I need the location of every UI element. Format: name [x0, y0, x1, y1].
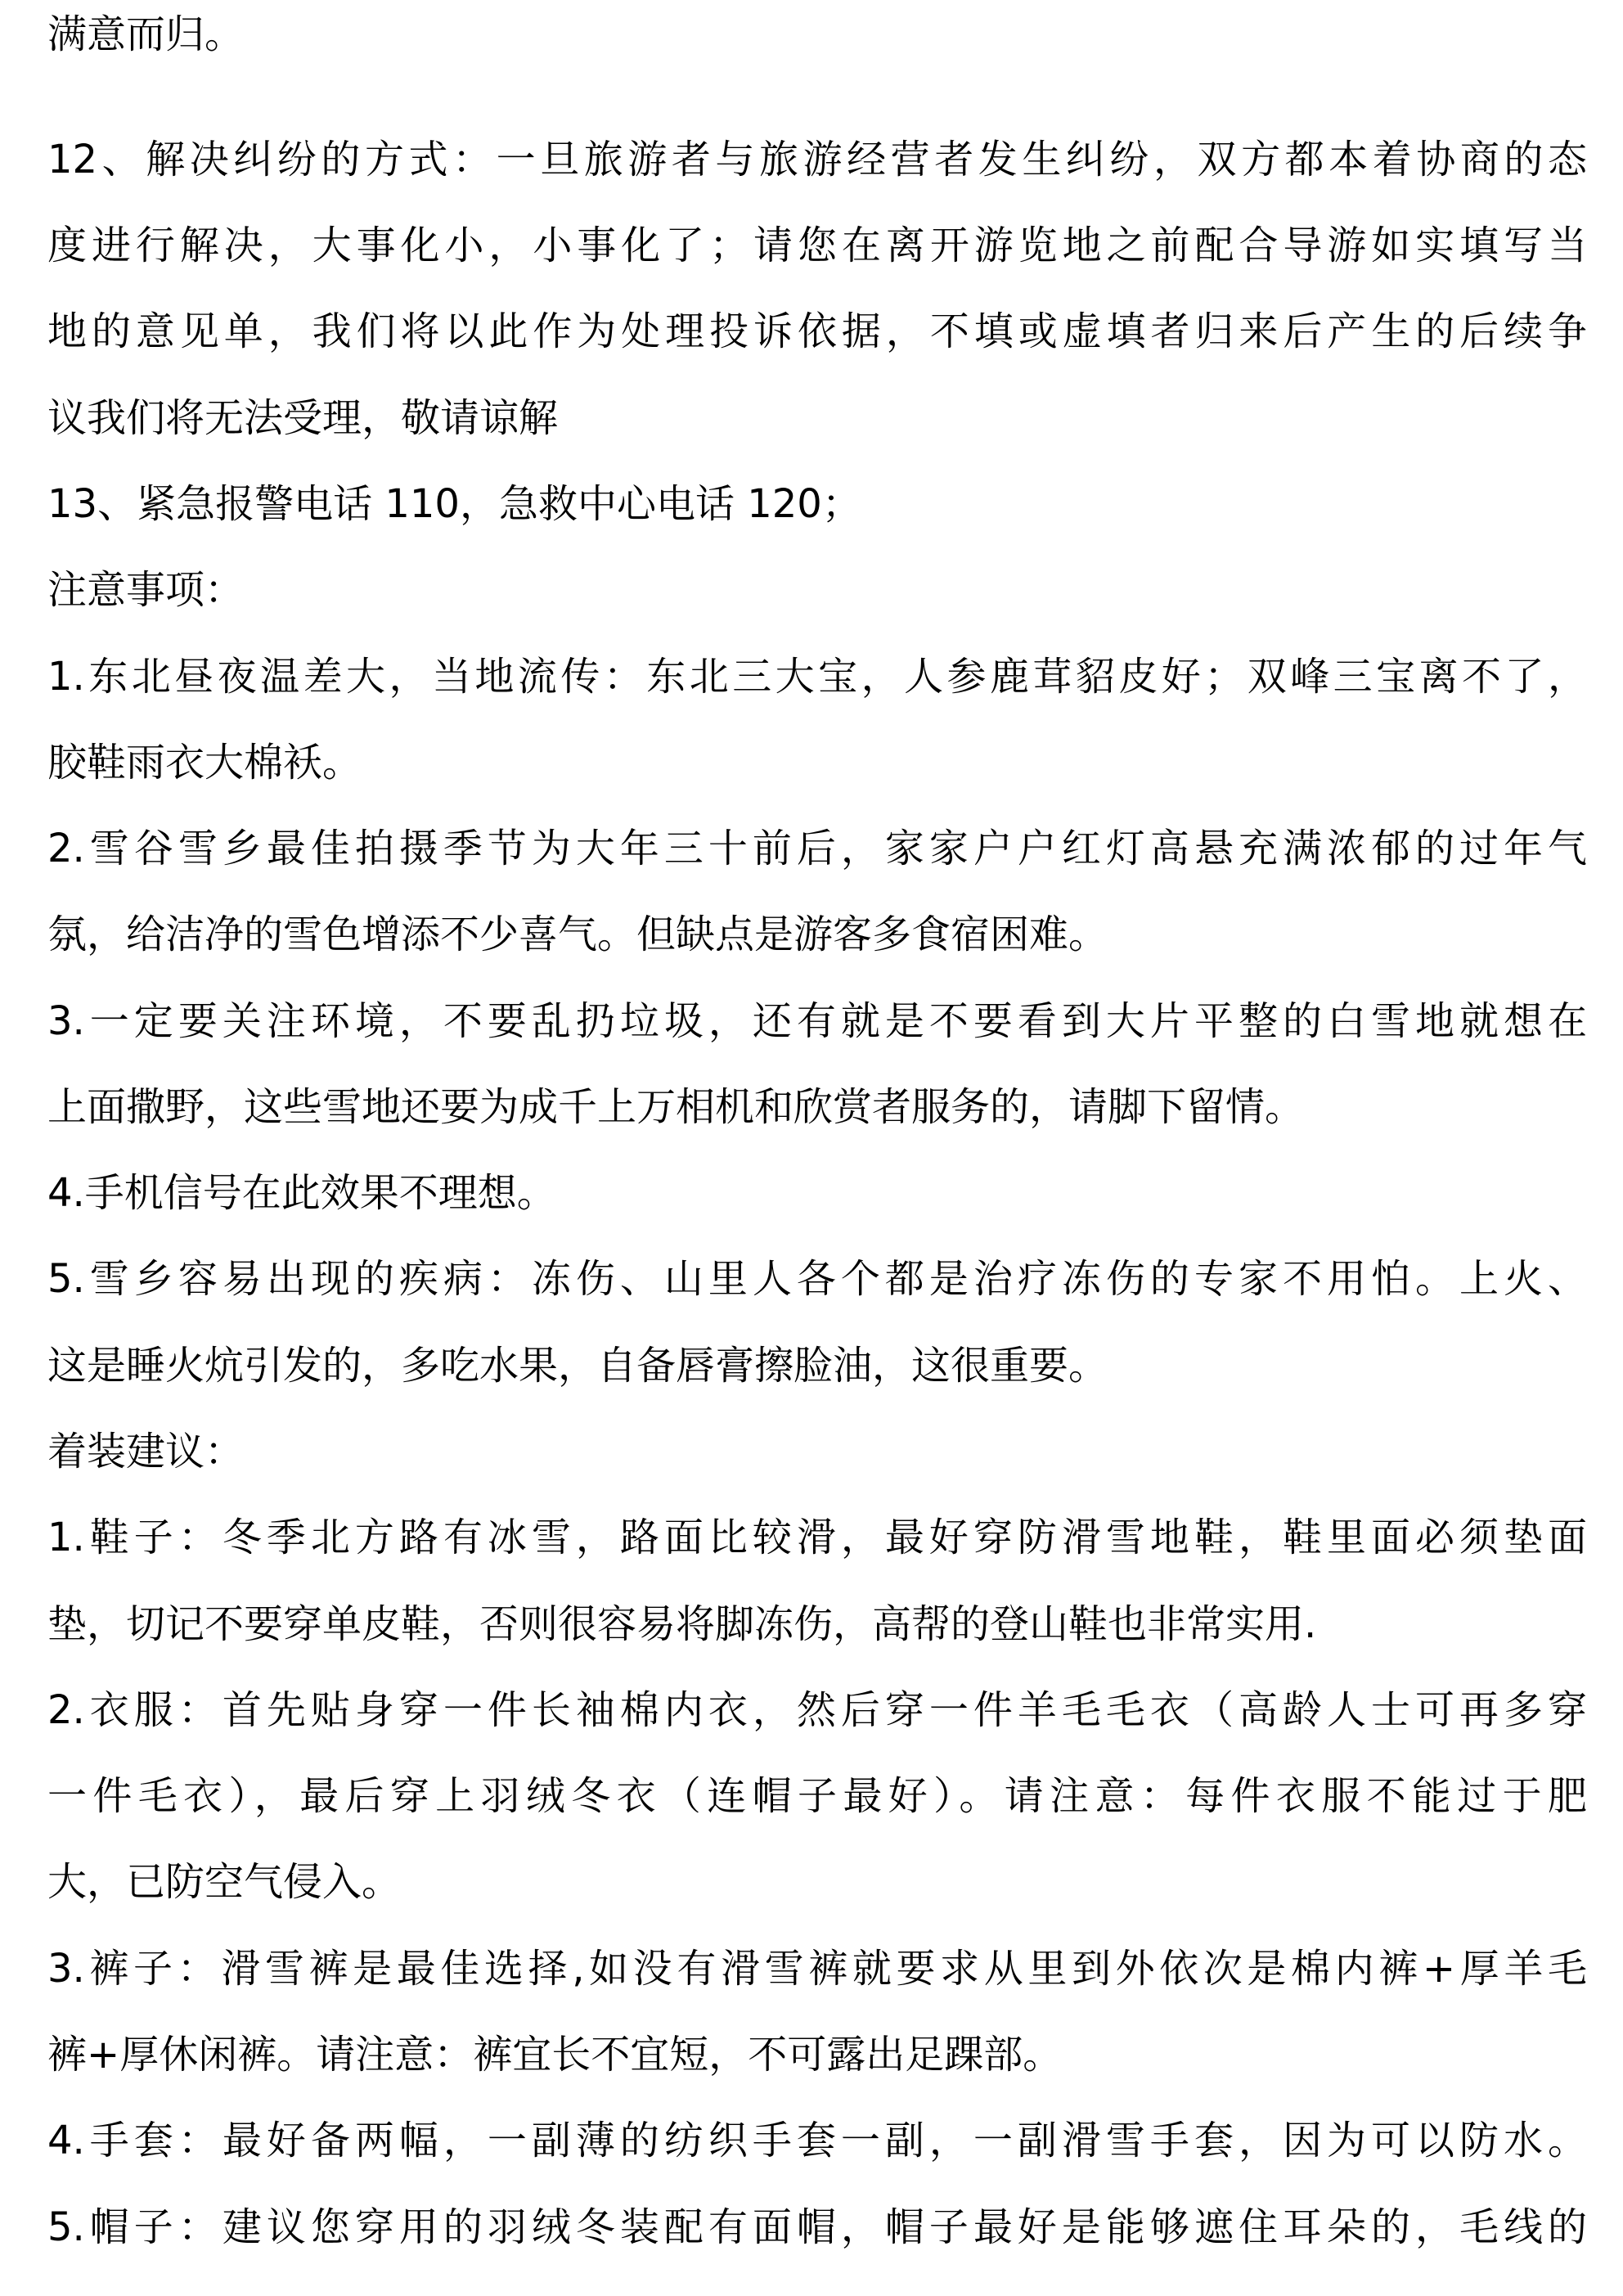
section-heading: 注意事项： — [47, 567, 245, 613]
text-line: 2.衣服：首先贴身穿一件长袖棉内衣，然后穿一件羊毛毛衣（高龄人士可再多穿 — [47, 1687, 1587, 1733]
text-line: 一件毛衣），最后穿上羽绒冬衣（连帽子最好）。请注意：每件衣服不能过于肥 — [47, 1773, 1587, 1819]
text-line: 13、紧急报警电话 110，急救中心电话 120； — [47, 481, 861, 527]
text-line: 5.雪乡容易出现的疾病：冻伤、山里人各个都是治疗冻伤的专家不用怕。上火、 — [47, 1256, 1587, 1302]
document-page — [47, 0, 1587, 2296]
text-line: 3.裤子：滑雪裤是最佳选择,如没有滑雪裤就要求从里到外依次是棉内裤+厚羊毛 — [47, 1946, 1587, 1992]
text-line: 度进行解决，大事化小，小事化了；请您在离开游览地之前配合导游如实填写当 — [47, 223, 1587, 268]
text-line: 这是睡火炕引发的，多吃水果，自备唇膏擦脸油，这很重要。 — [47, 1343, 1108, 1389]
text-line: 1.鞋子：冬季北方路有冰雪，路面比较滑，最好穿防滑雪地鞋，鞋里面必须垫面 — [47, 1515, 1587, 1560]
text-line: 议我们将无法受理，敬请谅解 — [47, 395, 559, 441]
text-line: 4.手套：最好备两幅，一副薄的纺织手套一副，一副滑雪手套，因为可以防水。 — [47, 2118, 1587, 2163]
text-line: 4.手机信号在此效果不理想。 — [47, 1170, 556, 1216]
text-line: 3.一定要关注环境，不要乱扔垃圾，还有就是不要看到大片平整的白雪地就想在 — [47, 998, 1587, 1044]
text-line: 大，已防空气侵入。 — [47, 1859, 402, 1905]
text-line: 5.帽子：建议您穿用的羽绒冬装配有面帽，帽子最好是能够遮住耳朵的，毛线的 — [47, 2204, 1587, 2250]
text-line: 上面撒野，这些雪地还要为成千上万相机和欣赏者服务的，请脚下留情。 — [47, 1084, 1305, 1130]
text-line: 满意而归。 — [47, 11, 245, 57]
text-line: 胶鞋雨衣大棉袄。 — [47, 740, 362, 786]
text-line: 地的意见单，我们将以此作为处理投诉依据，不填或虚填者归来后产生的后续争 — [47, 308, 1587, 354]
text-line: 2.雪谷雪乡最佳拍摄季节为大年三十前后，家家户户红灯高悬充满浓郁的过年气 — [47, 826, 1587, 871]
section-heading: 着装建议： — [47, 1429, 245, 1474]
text-line: 12、解决纠纷的方式：一旦旅游者与旅游经营者发生纠纷，双方都本着协商的态 — [47, 137, 1587, 182]
text-line: 氛，给洁净的雪色增添不少喜气。但缺点是游客多食宿困难。 — [47, 912, 1108, 957]
text-line: 裤+厚休闲裤。请注意：裤宜长不宜短，不可露出足踝部。 — [47, 2032, 1063, 2078]
text-line: 垫，切记不要穿单皮鞋，否则很容易将脚冻伤，高帮的登山鞋也非常实用. — [47, 1601, 1317, 1647]
text-line: 1.东北昼夜温差大，当地流传：东北三大宝，人参鹿茸貂皮好；双峰三宝离不了， — [47, 654, 1587, 700]
